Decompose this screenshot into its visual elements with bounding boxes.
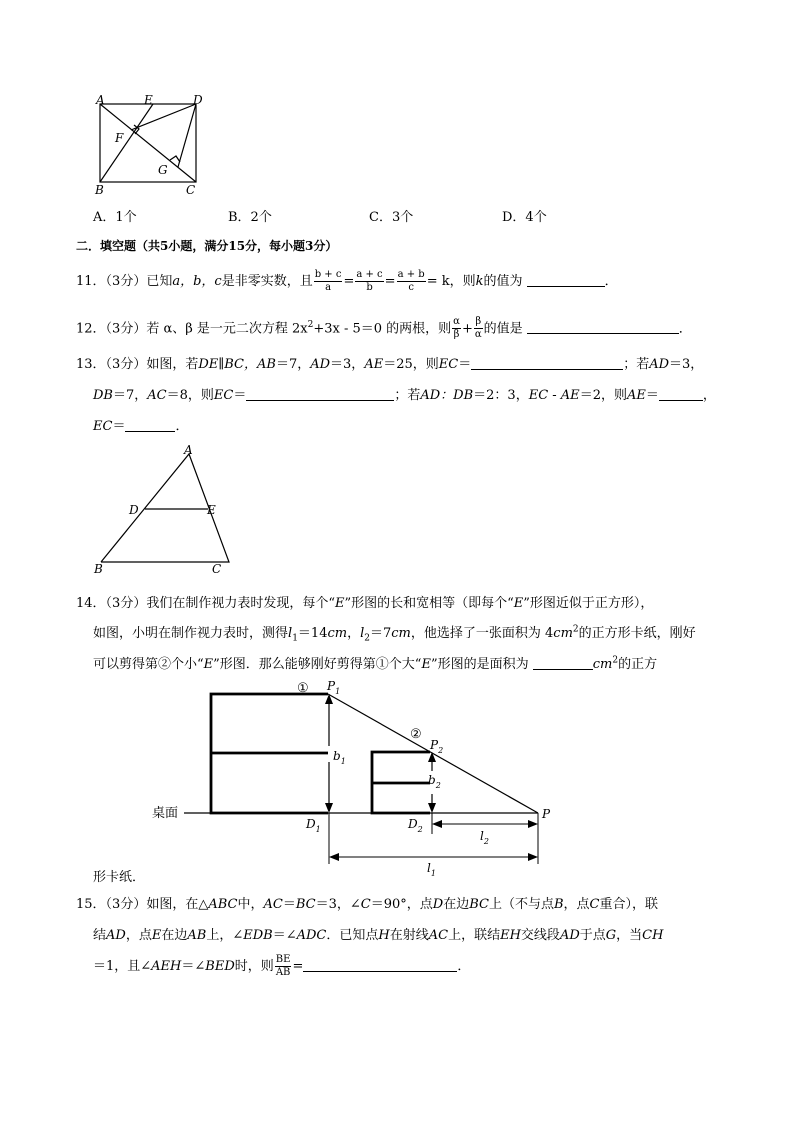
label-F: F [115, 131, 124, 145]
label-C: C [186, 183, 196, 197]
label-A: A [96, 93, 105, 107]
label-b1: $b_1$ [333, 749, 346, 766]
label-l2: $l_2$ [480, 829, 489, 846]
answer-blank-15[interactable] [303, 959, 457, 972]
tri-label-B: B [94, 562, 103, 576]
circle-1: ① [297, 681, 309, 696]
question-15-line1: 15．（3分）如图，在△ABC中，AC＝BC＝3，∠C＝90°，点D在边BC上（不与点B，点C重合），联 [76, 897, 659, 912]
question-14-line1: 14．（3分）我们在制作视力表时发现，每个“E”形图的长和宽相等（即每个“E”形图近似于正方形）， [76, 596, 654, 611]
tri-label-A: A [184, 443, 193, 457]
answer-blank-13c[interactable] [659, 388, 703, 401]
answer-blank-14[interactable] [533, 657, 593, 670]
label-B: B [95, 183, 104, 197]
label-P1: $P_1$ [327, 679, 341, 696]
eye-chart-figure [140, 676, 580, 880]
rectangle-figure [90, 92, 210, 200]
question-15-line2: 结AD，点E在边AB上，∠EDB＝∠ADC．已知点H在射线AC上，联结EH交线段AD于点G，当CH [93, 928, 664, 943]
tri-label-C: C [212, 562, 222, 576]
question-13-line1: 13．（3分）如图，若DE∥BC，AB＝7，AD＝3，AE＝25，则EC＝ ；若AD＝3， [76, 357, 704, 372]
section2-heading: 二．填空题（共5小题，满分15分，每小题3分） [76, 239, 338, 253]
label-D1: $D_1$ [306, 817, 321, 834]
label-P: P [542, 807, 551, 821]
tri-label-D: D [129, 503, 139, 517]
answer-blank-13d[interactable] [125, 419, 175, 432]
q10-option-a: A．1个 [93, 210, 137, 225]
label-desk: 桌面 [152, 806, 179, 821]
answer-blank-13a[interactable] [471, 357, 623, 370]
question-15-line3: ＝1，且∠AEH＝∠BED时，则 $\frac{BE}{AB}$ = ． [93, 954, 471, 978]
question-13-line2: DB＝7，AC＝8，则EC＝ ；若AD：DB＝2：3，EC - AE＝2，则AE＝ ， [93, 388, 716, 403]
circle-2: ② [410, 727, 422, 742]
label-D: D [193, 93, 203, 107]
question-13-line3: EC＝ ． [93, 419, 189, 434]
label-G: G [158, 163, 168, 177]
question-14-line4: 形卡纸． [93, 870, 146, 885]
question-14-line3: 可以剪得第②个小“E”形图．那么能够刚好剪得第①个大“E”形图的是面积为 $cm^2$的正方 [93, 655, 658, 672]
q10-option-c: C．3个 [369, 210, 414, 225]
question-12: 12．（3分）若 α、β 是一元二次方程 $2x^2+3x - 5=0$ 的两根，则 $\frac{\alpha}{\beta}$ + $\frac{\beta}{\alpha}$ 的值是 ． [76, 316, 692, 341]
answer-blank-11[interactable] [527, 274, 605, 287]
q10-option-d: D．4个 [502, 210, 547, 225]
answer-blank-12[interactable] [527, 321, 679, 334]
q10-option-b: B．2个 [228, 210, 272, 225]
label-D2: $D_2$ [408, 817, 423, 834]
triangle-figure [88, 442, 238, 578]
tri-label-E: E [207, 503, 216, 517]
label-l1: $l_1$ [427, 861, 436, 878]
label-E: E [144, 93, 153, 107]
label-b2: $b_2$ [428, 773, 441, 790]
answer-blank-13b[interactable] [246, 388, 394, 401]
question-14-line2: 如图，小明在制作视力表时，测得$l_1=14cm$，$l_2=7cm$，他选择了一张面积为 $4cm^2$的正方形卡纸，刚好 [93, 624, 696, 644]
label-P2: $P_2$ [430, 738, 444, 755]
question-11: 11．（3分）已知a，b，c是非零实数，且 $\frac{b + c}{a}$ = $\frac{a + c}{b}$ = $\frac{a + b}{c}$ = k，则k的值为 ． [76, 269, 618, 293]
